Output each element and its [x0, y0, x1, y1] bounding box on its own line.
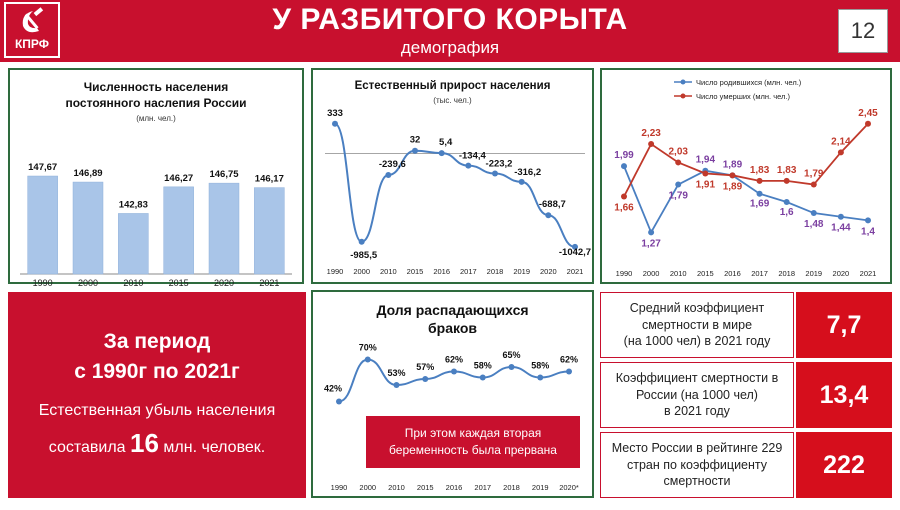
data-label: 5,4: [439, 137, 453, 149]
bar: [254, 188, 284, 274]
data-point: [621, 163, 627, 169]
stat-label: [600, 292, 794, 358]
x-tick-label: 1990: [615, 269, 633, 278]
x-tick-label: 2000: [77, 278, 99, 288]
data-label: -1042,7: [558, 246, 592, 258]
data-point: [757, 178, 763, 184]
logo-text: КПРФ: [14, 37, 50, 51]
data-point: [394, 382, 400, 388]
data-point: [465, 163, 471, 169]
data-label: 2,45: [858, 107, 878, 119]
summary-line-4: [8, 428, 306, 459]
natural-growth-line-chart: [313, 104, 592, 282]
data-point: [648, 141, 654, 147]
x-tick-label: 2015: [168, 278, 189, 288]
summary-loss-number: 16: [130, 428, 159, 458]
x-tick-label: 2016: [445, 483, 463, 492]
x-tick-label: 2000: [359, 483, 377, 492]
x-tick-label: 1990: [32, 278, 53, 288]
legend-label: Число умерших (млн. чел.): [696, 92, 790, 101]
bar-value-label: 142,83: [118, 199, 148, 211]
summary-line-2: с 1990г по 2021г: [74, 360, 240, 383]
population-chart-title-2: постоянного наслепия России: [65, 96, 247, 110]
data-label: 1,79: [668, 190, 688, 202]
page-subtitle: демография: [400, 38, 500, 57]
summary-box: [8, 292, 306, 498]
data-label: 62%: [559, 354, 579, 365]
x-tick-label: 2020: [213, 278, 235, 288]
data-point: [519, 179, 525, 185]
data-point: [439, 150, 445, 156]
data-point: [675, 159, 681, 165]
bar-value-label: 146,75: [209, 169, 239, 181]
x-tick-label: 2021: [566, 267, 584, 276]
header-banner: [0, 0, 900, 62]
data-point: [566, 369, 572, 375]
data-label: 1,89: [722, 181, 743, 193]
data-point: [702, 170, 708, 176]
x-tick-label: 2018: [778, 269, 796, 278]
x-tick-label: 2019: [513, 267, 531, 276]
summary-line-4-pre: составила: [48, 439, 126, 456]
stat-label: [600, 362, 794, 428]
x-tick-label: 2010: [379, 267, 397, 276]
data-label: 58%: [531, 360, 550, 371]
data-point: [332, 121, 338, 127]
stat-label-line: Средний коэффициент: [629, 300, 765, 315]
summary-line-3: Естественная убыль населения: [38, 402, 276, 419]
data-label: -985,5: [350, 249, 378, 261]
x-tick-label: 1990: [326, 267, 344, 276]
data-point: [757, 191, 763, 197]
data-point: [537, 375, 543, 381]
data-point: [412, 148, 418, 154]
stat-label-line: смертности: [663, 474, 731, 489]
data-label: 1,99: [614, 150, 634, 162]
x-tick-label: 2019: [805, 269, 823, 278]
data-label: 333: [327, 107, 343, 119]
x-tick-label: 2018: [486, 267, 504, 276]
data-label: 57%: [416, 362, 435, 372]
data-point: [729, 172, 735, 178]
data-label: 1,44: [831, 222, 851, 234]
population-chart-panel: [8, 68, 304, 288]
data-label: 1,91: [695, 179, 716, 191]
data-point: [648, 229, 654, 235]
data-label: 65%: [502, 350, 521, 360]
bar: [209, 183, 239, 274]
data-label: 1,4: [861, 226, 875, 238]
data-label: 1,83: [776, 164, 797, 176]
data-point: [359, 239, 365, 245]
x-tick-label: 1990: [330, 483, 348, 492]
data-point: [492, 171, 498, 177]
legend-swatch-marker: [681, 80, 686, 85]
x-tick-label: 2017: [751, 269, 768, 278]
x-tick-label: 2021: [859, 269, 877, 278]
stat-value: 222: [796, 432, 892, 498]
data-label: -134,4: [458, 150, 486, 162]
natural-growth-chart-title: Естественный прирост населения: [354, 80, 551, 92]
x-tick-label: 2000: [353, 267, 371, 276]
data-label: 53%: [387, 368, 406, 378]
stat-value: 13,4: [796, 362, 892, 428]
stat-row-world-mortality: [600, 292, 892, 358]
bar: [118, 213, 148, 274]
bar: [28, 176, 58, 274]
stat-label-line: смертности в мире: [641, 317, 753, 332]
abortion-note-box: [366, 416, 580, 468]
summary-line-1: За период: [103, 330, 211, 353]
data-label: 58%: [473, 360, 492, 371]
bar-value-label: 146,27: [164, 172, 194, 184]
data-point: [811, 210, 817, 216]
legend-label: Число родившихся (млн. чел.): [696, 78, 802, 87]
abortion-note-line-2: беременность была прервана: [389, 443, 557, 457]
data-point: [838, 149, 844, 155]
data-point: [621, 193, 627, 199]
data-point: [784, 178, 790, 184]
bar-value-label: 146,17: [254, 173, 284, 185]
x-tick-label: 2020: [539, 267, 557, 276]
series-line: [335, 124, 575, 247]
data-point: [451, 369, 457, 375]
stat-label-line: стран по коэффициенту: [626, 457, 768, 472]
births-deaths-chart-panel: [600, 68, 892, 284]
x-tick-label: 2010: [123, 278, 144, 288]
legend-swatch-marker: [681, 94, 686, 99]
data-label: 2,03: [668, 146, 688, 158]
data-label: 1,6: [779, 207, 794, 218]
x-tick-label: 2017: [459, 267, 477, 276]
data-label: -223,2: [485, 158, 513, 170]
data-point: [422, 376, 428, 382]
x-tick-label: 2000: [642, 269, 660, 278]
bar: [164, 187, 194, 274]
data-point: [865, 217, 871, 223]
data-label: 1,48: [804, 219, 824, 231]
data-label: 2,14: [831, 136, 851, 148]
data-label: 1,66: [614, 202, 634, 214]
data-point: [480, 375, 486, 381]
data-label: 62%: [444, 354, 464, 365]
data-label: 1,94: [695, 154, 716, 166]
data-point: [385, 172, 391, 178]
data-point: [365, 357, 371, 363]
bar-value-label: 146,89: [73, 168, 103, 180]
data-label: 1,89: [722, 159, 743, 171]
x-tick-label: 2018: [503, 483, 520, 492]
data-label: 1,69: [749, 198, 770, 210]
data-label: 1,83: [749, 164, 770, 176]
data-label: 1,79: [804, 168, 824, 180]
data-point: [811, 182, 817, 188]
x-tick-label: 2010: [669, 269, 687, 278]
x-tick-label: 2015: [696, 269, 714, 278]
x-tick-label: 2017: [474, 483, 492, 492]
stat-label-line: России (на 1000 чел): [636, 387, 758, 402]
x-tick-label: 2010: [388, 483, 405, 492]
data-point: [509, 364, 515, 370]
data-label: 42%: [323, 383, 343, 394]
page-number: 12: [838, 9, 888, 53]
population-chart-unit: (млн. чел.): [136, 114, 176, 123]
stat-row-russia-rank: [600, 432, 892, 498]
abortion-note-line-1: При этом каждая вторая: [404, 426, 542, 441]
x-tick-label: 2015: [416, 483, 434, 492]
data-label: -239,6: [378, 159, 406, 171]
x-tick-label: 2015: [406, 267, 424, 276]
divorce-chart-title-1: Доля распадающихся: [376, 302, 529, 318]
data-label: -688,7: [538, 199, 566, 211]
data-label: 32: [409, 134, 421, 146]
data-label: -316,2: [514, 166, 542, 178]
stat-label: [600, 432, 794, 498]
data-point: [545, 212, 551, 218]
data-label: 2,23: [641, 128, 661, 140]
x-tick-label: 2020*: [559, 483, 579, 492]
data-point: [865, 121, 871, 127]
stat-label-line: Коэффициент смертности в: [615, 370, 779, 385]
stat-row-russia-mortality: [600, 362, 892, 428]
x-tick-label: 2021: [259, 278, 280, 288]
natural-growth-chart-unit: (тыс. чел.): [433, 96, 472, 105]
population-bar-chart: [10, 122, 302, 288]
bar-value-label: 147,67: [28, 162, 58, 174]
data-point: [838, 214, 844, 220]
bar: [73, 182, 103, 274]
x-tick-label: 2019: [531, 483, 549, 492]
page-title: У РАЗБИТОГО КОРЫТА: [272, 3, 628, 36]
x-tick-label: 2016: [433, 267, 451, 276]
x-tick-label: 2020: [832, 269, 850, 278]
births-deaths-line-chart: [602, 70, 890, 282]
x-tick-label: 2016: [724, 269, 741, 278]
stat-value: 7,7: [796, 292, 892, 358]
stat-label-line: в 2021 году: [664, 404, 730, 419]
summary-line-4-post: млн. человек.: [163, 439, 266, 456]
data-point: [675, 182, 681, 188]
data-label: 70%: [358, 342, 377, 353]
population-chart-title-1: Численность населения: [83, 80, 229, 94]
data-point: [784, 199, 790, 205]
data-point: [336, 399, 342, 405]
data-label: 1,27: [641, 238, 661, 250]
stat-label-line: Место России в рейтинге 229: [611, 440, 783, 455]
stat-label-line: (на 1000 чел) в 2021 году: [623, 334, 771, 349]
divorce-chart-title-2: браков: [428, 320, 477, 336]
natural-growth-chart-panel: [311, 68, 594, 284]
